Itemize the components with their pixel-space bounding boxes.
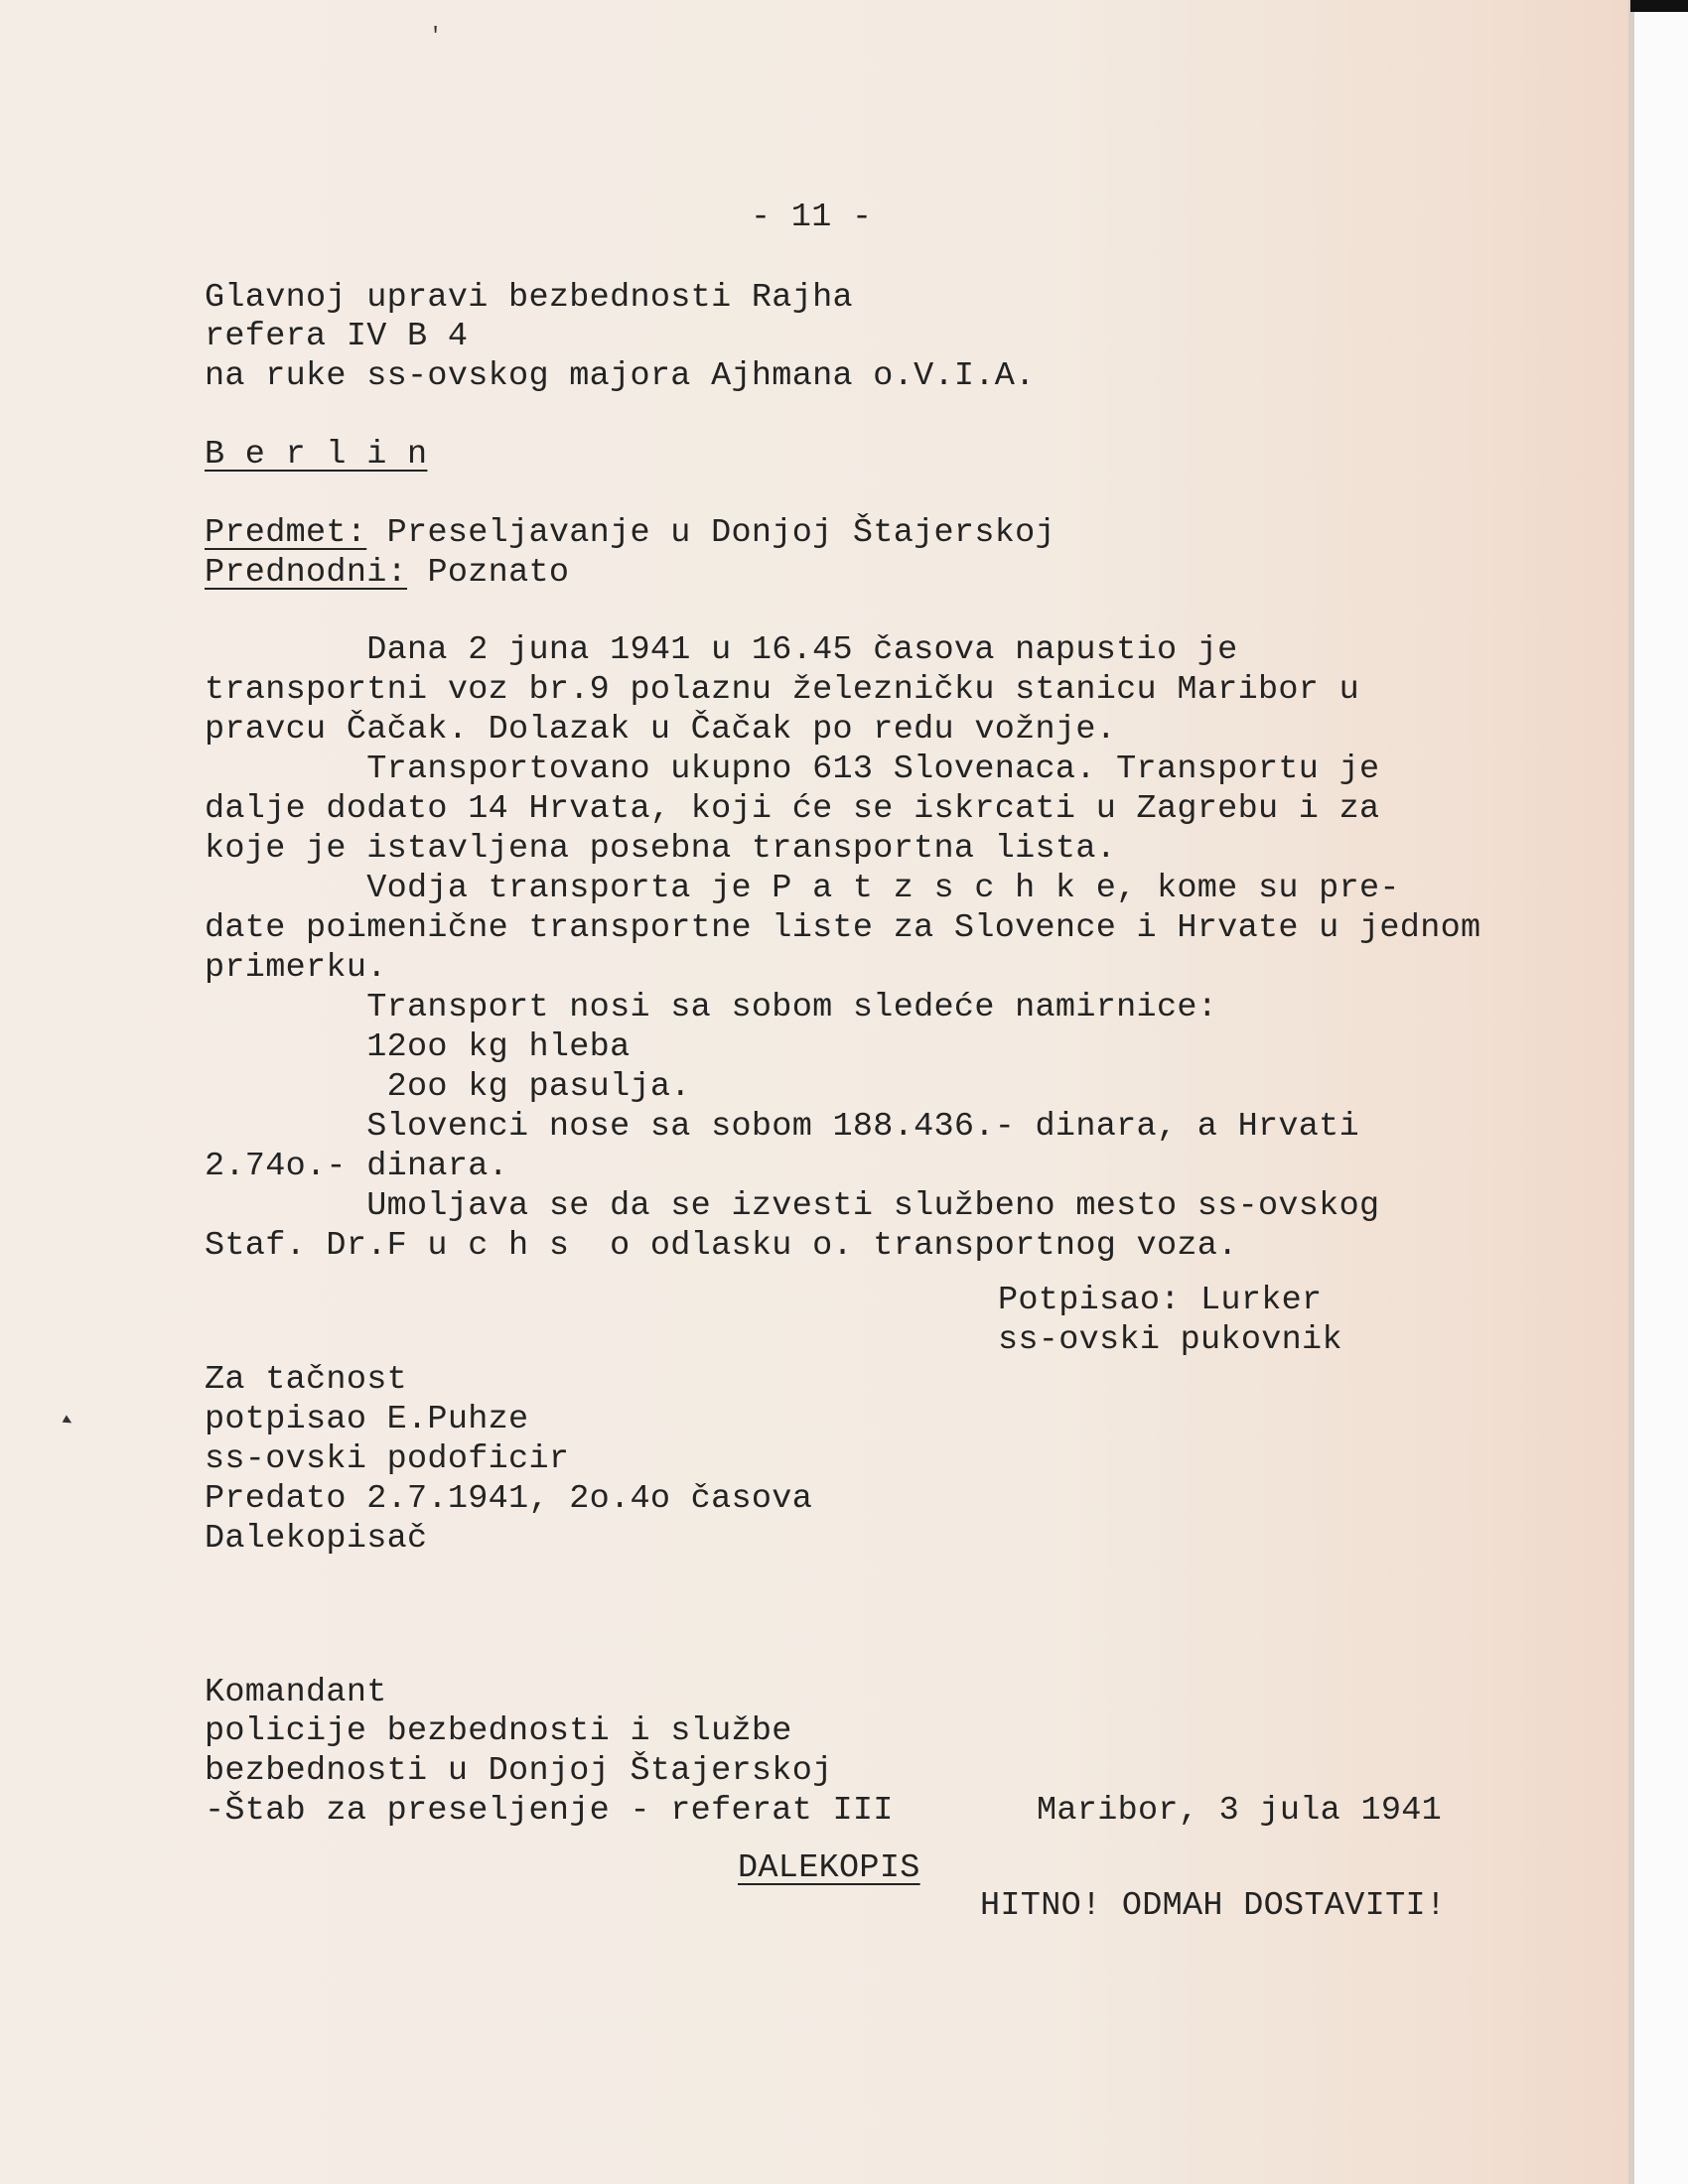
scan-border — [1634, 12, 1688, 2184]
recipient-line-1: Glavnoj upravi bezbednosti Rajha — [205, 279, 853, 317]
body-line: Vodja transporta je P a t z s c h k e, kome su pre- — [205, 870, 1400, 907]
urgent-notice: HITNO! ODMAH DOSTAVITI! — [980, 1887, 1447, 1925]
recipient-line-3: na ruke ss-ovskog majora Ajhmana o.V.I.A. — [205, 357, 1036, 395]
accuracy-line: Dalekopisač — [205, 1520, 428, 1558]
accuracy-line: Predato 2.7.1941, 2o.4o časova — [205, 1480, 813, 1518]
body-line: 2.74o.- dinara. — [205, 1148, 509, 1185]
sender-line: Komandant — [205, 1674, 387, 1711]
ink-speck: ▸ — [56, 1407, 80, 1435]
page-number: - 11 - — [751, 199, 873, 236]
body-line: koje je istavljena posebna transportna lista. — [205, 830, 1117, 868]
accuracy-line: ss-ovski podoficir — [205, 1440, 570, 1478]
body-line: Staf. Dr.F u c h s o odlasku o. transportnog voza. — [205, 1227, 1238, 1265]
body-line: primerku. — [205, 949, 387, 987]
previous-value: Poznato — [407, 554, 570, 592]
body-line: date poimenične transportne liste za Slovence i Hrvate u jednom — [205, 909, 1481, 947]
body-line: pravcu Čačak. Dolazak u Čačak po redu vožnje. — [205, 711, 1117, 749]
body-line: transportni voz br.9 polaznu železničku stanicu Maribor u — [205, 671, 1359, 709]
accuracy-line: Za tačnost — [205, 1361, 408, 1399]
previous-line — [205, 553, 569, 593]
subject-label: Predmet: — [205, 514, 367, 552]
document-type: DALEKOPIS — [738, 1849, 920, 1887]
body-line: 12oo kg hleba — [205, 1028, 631, 1066]
place-date: Maribor, 3 jula 1941 — [1037, 1792, 1443, 1830]
recipient-line-2: refera IV B 4 — [205, 318, 469, 355]
body-line: 2oo kg pasulja. — [205, 1068, 691, 1106]
signature-line-2: ss-ovski pukovnik — [998, 1321, 1342, 1359]
subject-value: Preseljavanje u Donjoj Štajerskoj — [366, 514, 1055, 552]
sender-line: -Štab za preseljenje - referat III — [205, 1792, 894, 1830]
signature-line-1: Potpisao: Lurker — [998, 1282, 1323, 1319]
sender-line: policije bezbednosti i službe — [205, 1712, 792, 1750]
body-line: Umoljava se da se izvesti službeno mesto ss-ovskog — [205, 1187, 1380, 1225]
body-line: Transport nosi sa sobom sledeće namirnice: — [205, 989, 1218, 1026]
body-line: dalje dodato 14 Hrvata, koji će se iskrcati u Zagrebu i za — [205, 790, 1380, 828]
previous-label: Prednodni: — [205, 554, 408, 592]
accuracy-line: potpisao E.Puhze — [205, 1401, 529, 1438]
scan-corner — [1630, 0, 1688, 12]
body-line: Slovenci nose sa sobom 188.436.- dinara, a Hrvati — [205, 1108, 1359, 1146]
ink-speck: ' — [429, 24, 443, 49]
body-line: Dana 2 juna 1941 u 16.45 časova napustio je — [205, 631, 1238, 669]
sender-line: bezbednosti u Donjoj Štajerskoj — [205, 1752, 833, 1790]
body-line: Transportovano ukupno 613 Slovenaca. Transportu je — [205, 751, 1380, 788]
subject-line — [205, 513, 1055, 553]
city-heading: B e r l i n — [205, 436, 428, 474]
